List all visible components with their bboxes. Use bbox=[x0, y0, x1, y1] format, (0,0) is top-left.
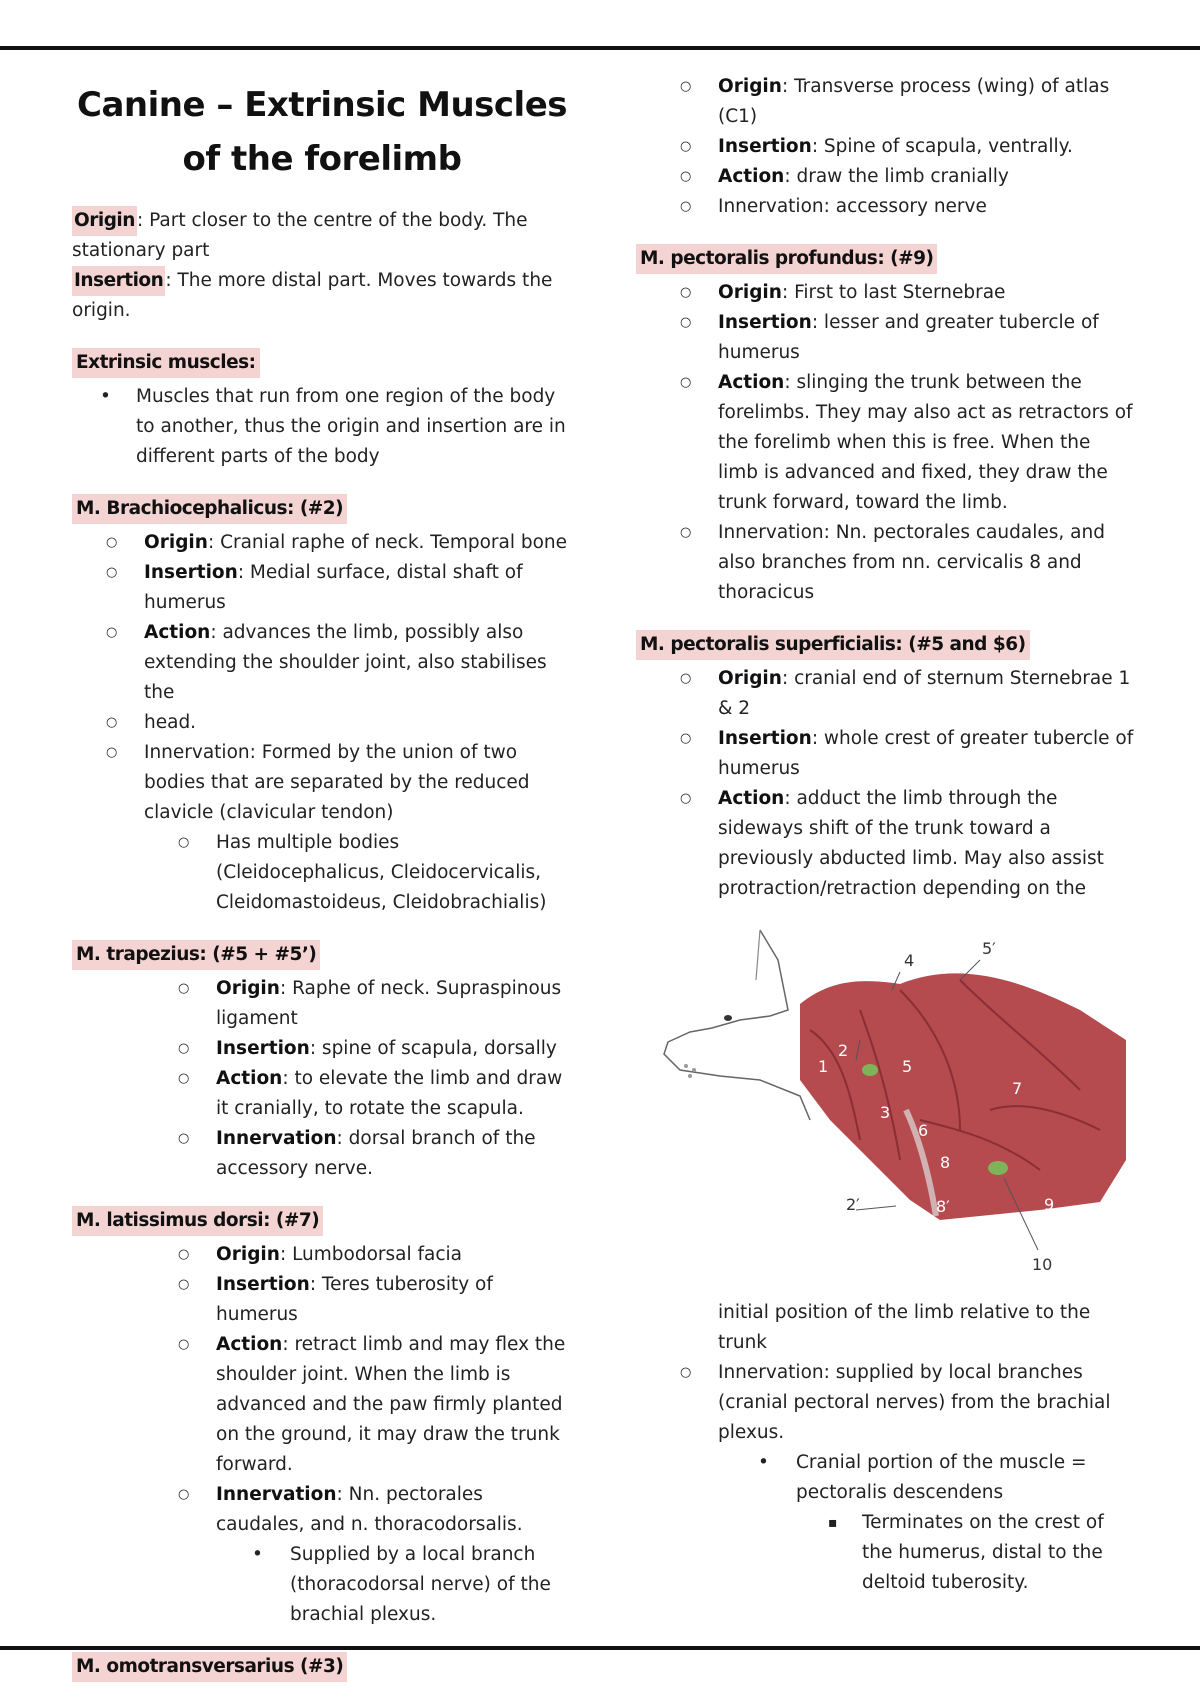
list-item: • Supplied by a local branch (thoracodorsal nerve) of the brachial plexus. bbox=[290, 1540, 572, 1630]
latissimus-heading-wrap bbox=[72, 1206, 572, 1236]
list-item: ○ Origin: Raphe of neck. Supraspinous ligament bbox=[216, 974, 572, 1034]
extrinsic-heading-wrap bbox=[72, 348, 572, 378]
pectoralis-superficialis-list-2 bbox=[572, 1358, 1136, 1448]
pectoralis-superficialis-subsublist bbox=[572, 1508, 1136, 1598]
top-rule bbox=[0, 46, 1200, 50]
label-2-prime: 2′ bbox=[846, 1195, 860, 1214]
label-10: 10 bbox=[1032, 1255, 1053, 1274]
insertion-definition bbox=[72, 266, 572, 326]
list-item: ○ Origin: First to last Sternebrae bbox=[718, 278, 1136, 308]
definitions bbox=[72, 206, 572, 326]
insertion-term: Insertion bbox=[72, 266, 165, 296]
list-item: ▪ Terminates on the crest of the humerus, distal to the deltoid tuberosity. bbox=[862, 1508, 1136, 1598]
list-item: ○ Has multiple bodies (Cleidocephalicus, Cleidocervicalis, Cleidomastoideus, Cleidobrachialis) bbox=[216, 828, 572, 918]
label-1: 1 bbox=[818, 1057, 829, 1076]
list-item: ○ Insertion: lesser and greater tubercle of humerus bbox=[718, 308, 1136, 368]
label-5-prime: 5′ bbox=[982, 939, 996, 958]
right-column-continued bbox=[636, 1298, 1136, 1598]
list-item: ○ Innervation: supplied by local branches (cranial pectoral nerves) from the brachial plexus. bbox=[718, 1358, 1136, 1448]
pectoralis-superficialis-heading-wrap bbox=[636, 630, 1136, 660]
list-item: ○ Origin: cranial end of sternum Sternebrae 1 & 2 bbox=[718, 664, 1136, 724]
label-7: 7 bbox=[1012, 1079, 1023, 1098]
omotransversarius-heading: M. omotransversarius (#3) bbox=[72, 1652, 347, 1682]
list-item: ○ Innervation: Nn. pectorales caudales, and n. thoracodorsalis. bbox=[216, 1480, 572, 1540]
head-outline bbox=[664, 930, 810, 1120]
list-item: ○ head. bbox=[144, 708, 572, 738]
list-item: ○ Innervation: dorsal branch of the accessory nerve. bbox=[216, 1124, 572, 1184]
label-6: 6 bbox=[918, 1121, 929, 1140]
label-8: 8 bbox=[940, 1153, 951, 1172]
pectoralis-superficialis-heading: M. pectoralis superficialis: (#5 and $6) bbox=[636, 630, 1030, 660]
label-3: 3 bbox=[880, 1103, 891, 1122]
list-item: ○ Innervation: Formed by the union of two bodies that are separated by the reduced clavicle (clavicular tendon) bbox=[144, 738, 572, 828]
origin-text: : Part closer to the centre of the body. The stationary part bbox=[72, 210, 528, 261]
list-item: ○ Action: adduct the limb through the sideways shift of the trunk toward a previously abducted limb. May also assist protraction/retraction depending on the bbox=[718, 784, 1136, 904]
extrinsic-list bbox=[64, 382, 572, 472]
pectoralis-superficialis-sublist bbox=[572, 1448, 1136, 1508]
list-item: ○ Action: retract limb and may flex the shoulder joint. When the limb is advanced and the paw firmly planted on the ground, it may draw the trunk forward. bbox=[216, 1330, 572, 1480]
list-item: ○ Insertion: Spine of scapula, ventrally. bbox=[718, 132, 1136, 162]
list-item: ○ Action: draw the limb cranially bbox=[718, 162, 1136, 192]
label-5: 5 bbox=[902, 1057, 913, 1076]
label-9: 9 bbox=[1044, 1195, 1055, 1214]
list-item: ○ Insertion: whole crest of greater tubercle of humerus bbox=[718, 724, 1136, 784]
list-item: ○ Insertion: Medial surface, distal shaft of humerus bbox=[144, 558, 572, 618]
brachiocephalicus-heading-wrap bbox=[72, 494, 572, 524]
label-4: 4 bbox=[904, 951, 915, 970]
trapezius-list bbox=[72, 974, 572, 1184]
latissimus-heading: M. latissimus dorsi: (#7) bbox=[72, 1206, 323, 1236]
extrinsic-heading: Extrinsic muscles: bbox=[72, 348, 260, 378]
right-column bbox=[636, 72, 1136, 904]
pectoralis-profundus-list bbox=[572, 278, 1136, 608]
list-item: ○ Origin: Lumbodorsal facia bbox=[216, 1240, 572, 1270]
dog-muscle-illustration bbox=[660, 920, 1126, 1290]
label-2: 2 bbox=[838, 1041, 849, 1060]
omotransversarius-list bbox=[572, 72, 1136, 222]
list-item: ○ Action: advances the limb, possibly also extending the shoulder joint, also stabilises the bbox=[144, 618, 572, 708]
ear-outline bbox=[756, 930, 760, 980]
nerve-node bbox=[988, 1161, 1008, 1175]
brachiocephalicus-list bbox=[72, 528, 572, 828]
eye-icon bbox=[724, 1015, 732, 1021]
list-item: • Cranial portion of the muscle = pectoralis descendens bbox=[796, 1448, 1136, 1508]
label-8-prime: 8′ bbox=[936, 1197, 950, 1216]
pectoralis-profundus-heading: M. pectoralis profundus: (#9) bbox=[636, 244, 937, 274]
action-continuation: initial position of the limb relative to the trunk bbox=[718, 1302, 1091, 1353]
pectoralis-superficialis-list bbox=[572, 664, 1136, 904]
list-item: ○ Insertion: Teres tuberosity of humerus bbox=[216, 1270, 572, 1330]
trapezius-heading: M. trapezius: (#5 + #5’) bbox=[72, 940, 320, 970]
page-title: Canine – Extrinsic Muscles of the forelimb bbox=[77, 85, 567, 179]
insertion-text: : The more distal part. Moves towards the origin. bbox=[72, 270, 553, 321]
list-item: ○ Origin: Cranial raphe of neck. Temporal bone bbox=[144, 528, 572, 558]
muscle-mass bbox=[800, 973, 1126, 1220]
omotransversarius-heading-wrap bbox=[72, 1652, 572, 1682]
origin-term: Origin bbox=[72, 206, 137, 236]
list-item: • Muscles that run from one region of the body to another, thus the origin and insertion are in different parts of the body bbox=[136, 382, 572, 472]
list-item: ○ Action: slinging the trunk between the forelimbs. They may also act as retractors of the forelimb when this is free. When the limb is advanced and fixed, they draw the trunk forward, toward the limb. bbox=[718, 368, 1136, 518]
brachiocephalicus-sublist bbox=[72, 828, 572, 918]
brachiocephalicus-heading: M. Brachiocephalicus: (#2) bbox=[72, 494, 347, 524]
list-item: ○ Insertion: spine of scapula, dorsally bbox=[216, 1034, 572, 1064]
anatomy-figure bbox=[660, 920, 1126, 1290]
latissimus-list bbox=[72, 1240, 572, 1540]
origin-definition bbox=[72, 206, 572, 266]
list-item: ○ Action: to elevate the limb and draw it cranially, to rotate the scapula. bbox=[216, 1064, 572, 1124]
list-item: ○ Innervation: accessory nerve bbox=[718, 192, 1136, 222]
list-item: ○ Innervation: Nn. pectorales caudales, and also branches from nn. cervicalis 8 and thoracicus bbox=[718, 518, 1136, 608]
left-column bbox=[72, 78, 572, 1686]
latissimus-sublist bbox=[72, 1540, 572, 1630]
nerve-node bbox=[862, 1064, 878, 1076]
pectoralis-profundus-heading-wrap bbox=[636, 244, 1136, 274]
list-item: ○ Origin: Transverse process (wing) of atlas (C1) bbox=[718, 72, 1136, 132]
trapezius-heading-wrap bbox=[72, 940, 572, 970]
